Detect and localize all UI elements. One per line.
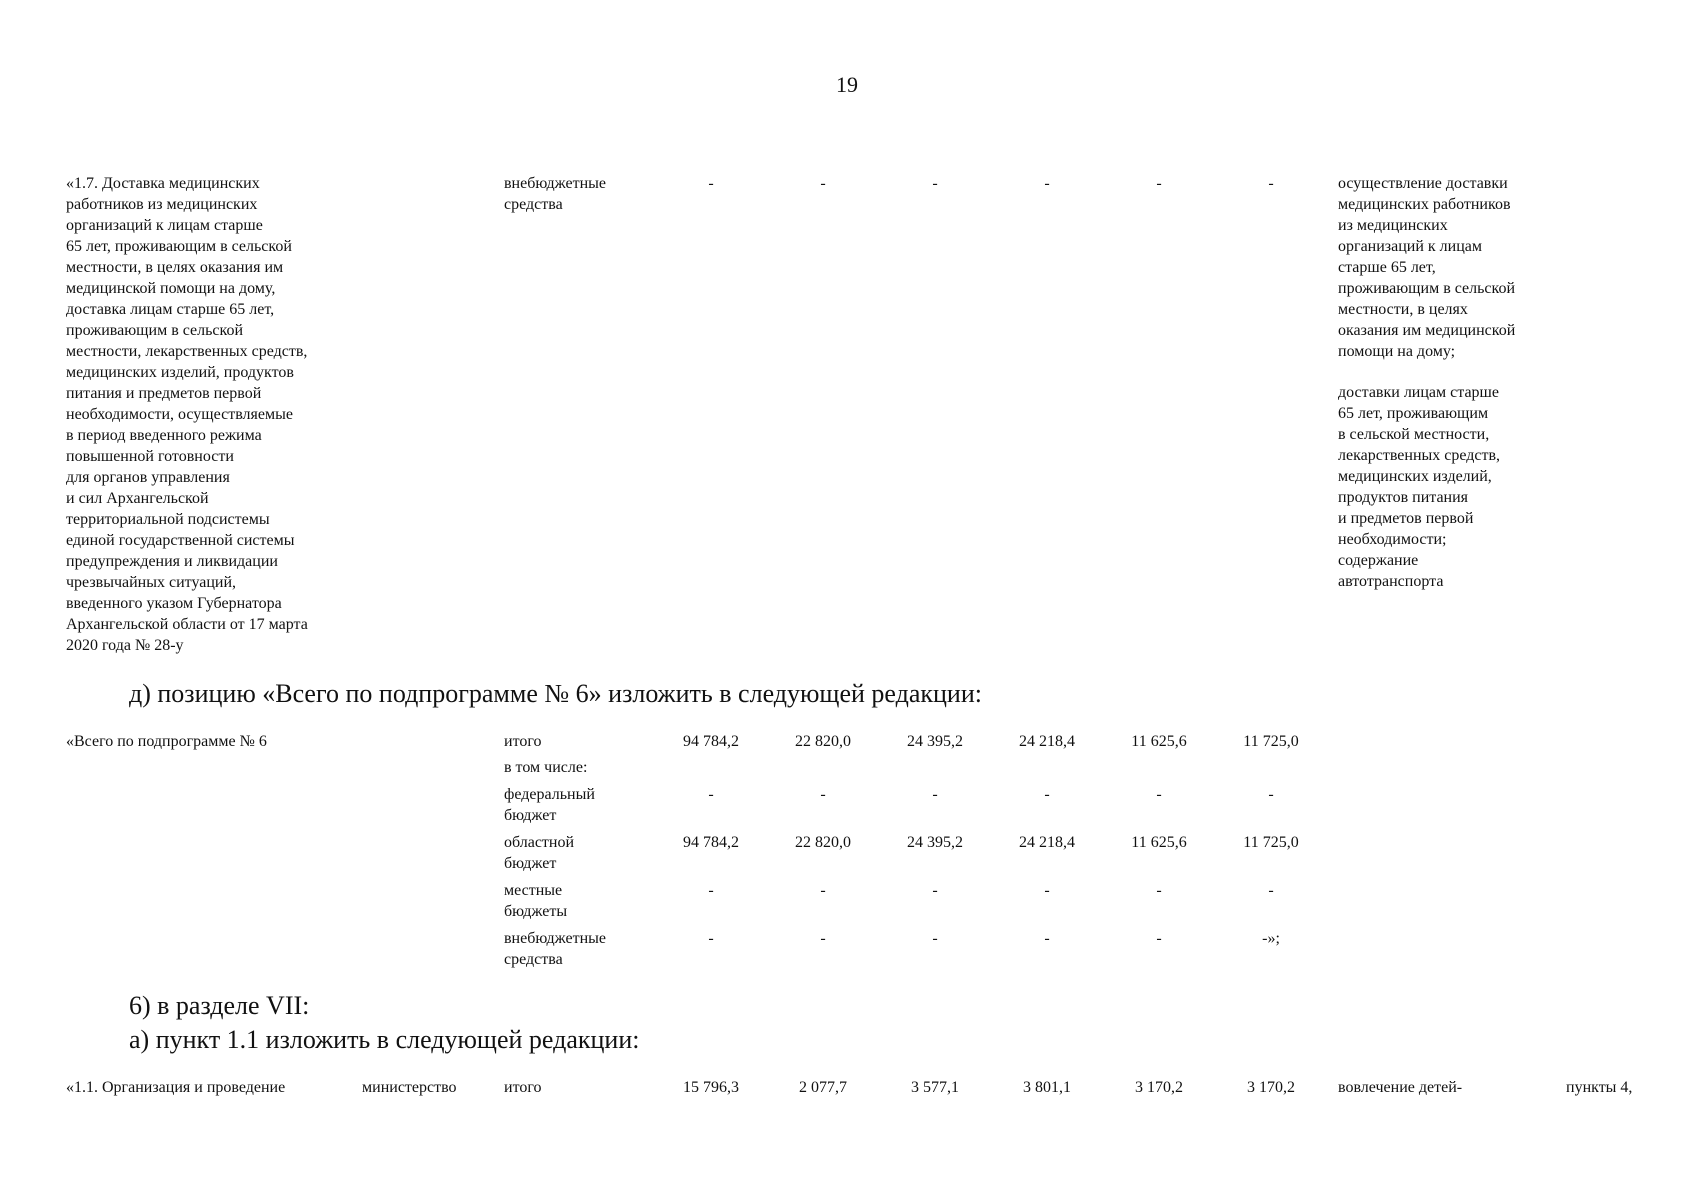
total-row-value: -»; xyxy=(1262,930,1280,947)
total-row-value: 22 820,0 xyxy=(795,733,851,750)
total-row-value: 24 218,4 xyxy=(1019,834,1075,851)
total-row-value: - xyxy=(708,786,714,803)
total-row-value: 11 725,0 xyxy=(1243,834,1299,851)
item-1-1-value-1: 15 796,3 xyxy=(683,1079,739,1096)
item-1-7-value-5: - xyxy=(1156,175,1162,192)
item-1-1-label: итого xyxy=(504,1079,542,1096)
total-row-value: 11 625,6 xyxy=(1131,733,1187,750)
item-1-7-value-4: - xyxy=(1044,175,1050,192)
total-row-label: итого xyxy=(504,733,542,750)
total-row-value: - xyxy=(932,882,938,899)
item-1-1-value-4: 3 801,1 xyxy=(1023,1079,1071,1096)
item-1-7-value-3: - xyxy=(932,175,938,192)
heading-section-vii: 6) в разделе VII: xyxy=(129,991,310,1020)
total-row-value: - xyxy=(1156,882,1162,899)
item-1-1-result: вовлечение детей- xyxy=(1338,1079,1463,1096)
total-row-value: - xyxy=(820,786,826,803)
item-1-1-points: пункты 4, xyxy=(1566,1079,1633,1096)
item-1-1-value-2: 2 077,7 xyxy=(799,1079,847,1096)
total-row-value: 24 395,2 xyxy=(907,733,963,750)
page-number: 19 xyxy=(836,72,858,97)
total-row-value: - xyxy=(1044,882,1050,899)
total-row-value: 94 784,2 xyxy=(683,733,739,750)
total-row-label: областной бюджет xyxy=(504,834,575,872)
total-row-label: федеральный бюджет xyxy=(504,786,595,824)
item-1-7-name: «1.7. Доставка медицинских работников из медицинских организаций к лицам старше 65 лет, проживающим в сельской местности, в целях оказания им медицинской помощи на дому, доставка лицам старше 65 лет, проживающим в сельской местности, лекарственных средств, медицинских изделий, продуктов питания и предметов первой необходимости, осуществляемые в период введенного режима повышенной готовности для органов управления и сил Архангельской территориальной подсистемы единой государственной системы предупреждения и ликвидации чрезвычайных ситуаций, введенного указом Губернатора Архангельской области от 17 марта 2020 года № 28-у xyxy=(66,175,308,654)
total-row-value: - xyxy=(1156,930,1162,947)
total-row-label: внебюджетные средства xyxy=(504,930,606,968)
total-row-value: 11 625,6 xyxy=(1131,834,1187,851)
total-row-value: 24 218,4 xyxy=(1019,733,1075,750)
total-row-value: 22 820,0 xyxy=(795,834,851,851)
item-1-7-value-6: - xyxy=(1268,175,1274,192)
item-1-1-value-5: 3 170,2 xyxy=(1135,1079,1183,1096)
item-1-7-result-2: доставки лицам старше 65 лет, проживающим в сельской местности, лекарственных средств, медицинских изделий, продуктов питания и предметов первой необходимости; содержание автотранспорта xyxy=(1338,384,1501,590)
total-row-label: местные бюджеты xyxy=(504,882,568,920)
total-name: «Всего по подпрограмме № 6 xyxy=(66,733,267,750)
heading-item-1-1: а) пункт 1.1 изложить в следующей редакции: xyxy=(129,1025,640,1054)
total-row-value: - xyxy=(1044,786,1050,803)
item-1-1-executor: министерство xyxy=(362,1079,457,1096)
total-row-value: - xyxy=(1044,930,1050,947)
total-row-value: - xyxy=(708,930,714,947)
item-1-7-source: внебюджетные средства xyxy=(504,175,606,213)
total-row-value: 11 725,0 xyxy=(1243,733,1299,750)
item-1-7-value-2: - xyxy=(820,175,826,192)
total-row-value: - xyxy=(1268,882,1274,899)
total-row-value: - xyxy=(932,786,938,803)
total-row-value: 24 395,2 xyxy=(907,834,963,851)
total-row-value: - xyxy=(820,930,826,947)
heading-d: д) позицию «Всего по подпрограмме № 6» изложить в следующей редакции: xyxy=(129,679,982,708)
total-row-value: - xyxy=(820,882,826,899)
item-1-1-value-6: 3 170,2 xyxy=(1247,1079,1295,1096)
item-1-1-value-3: 3 577,1 xyxy=(911,1079,959,1096)
item-1-1-name: «1.1. Организация и проведение xyxy=(66,1079,286,1096)
total-row-value: - xyxy=(932,930,938,947)
total-row-label: в том числе: xyxy=(504,759,588,776)
total-row-value: - xyxy=(708,882,714,899)
total-row-value: - xyxy=(1156,786,1162,803)
item-1-7-result-1: осуществление доставки медицинских работников из медицинских организаций к лицам старше 65 лет, проживающим в сельской местности, в целях оказания им медицинской помощи на дому; xyxy=(1338,175,1516,360)
total-row-value: 94 784,2 xyxy=(683,834,739,851)
item-1-7-value-1: - xyxy=(708,175,714,192)
total-row-value: - xyxy=(1268,786,1274,803)
